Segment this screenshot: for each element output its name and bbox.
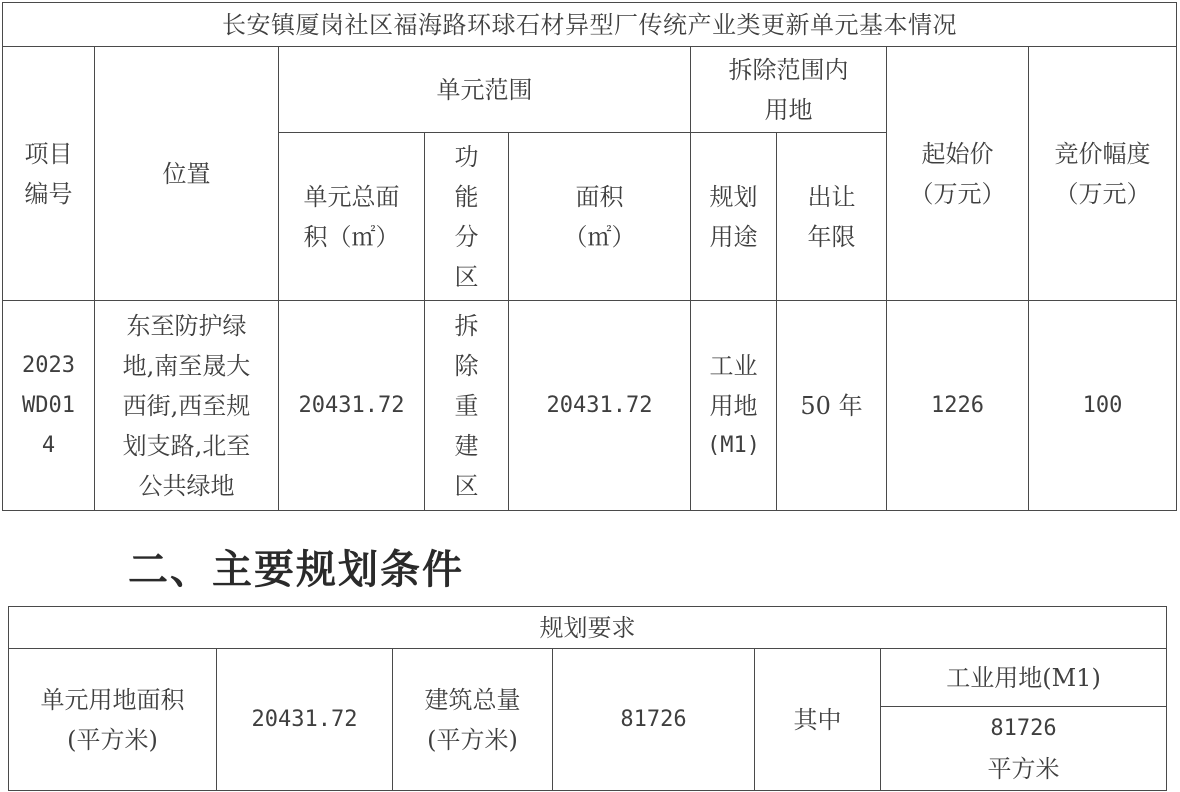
header-demolition-land: 拆除范围内 用地 [691, 47, 887, 133]
cell-lease-term: 50 年 [777, 301, 887, 511]
header-location: 位置 [95, 47, 279, 301]
cell-unit-total-area: 20431.72 [279, 301, 425, 511]
header-bid-increment: 竞价幅度 （万元） [1029, 47, 1177, 301]
unit-land-area-value: 20431.72 [217, 649, 393, 791]
header-unit-scope: 单元范围 [279, 47, 691, 133]
header-area: 面积 （㎡） [509, 133, 691, 301]
section-heading: 二、主要规划条件 [128, 547, 464, 593]
cell-start-price: 1226 [887, 301, 1029, 511]
basic-info-table [2, 2, 1177, 511]
table2-title: 规划要求 [9, 607, 1167, 649]
industrial-land-label: 工业用地(M1) [881, 649, 1167, 707]
cell-planned-use: 工业 用地 (M1) [691, 301, 777, 511]
header-lease-term: 出让 年限 [777, 133, 887, 301]
header-unit-total-area: 单元总面 积（㎡） [279, 133, 425, 301]
planning-requirements-table [8, 606, 1167, 791]
cell-function-zone: 拆 除 重 建 区 [425, 301, 509, 511]
of-which-label: 其中 [755, 649, 881, 791]
cell-project-no: 2023 WD01 4 [3, 301, 95, 511]
header-project-no: 项目 编号 [3, 47, 95, 301]
header-function-zone: 功 能 分 区 [425, 133, 509, 301]
total-building-label: 建筑总量 (平方米) [393, 649, 553, 791]
header-planned-use: 规划 用途 [691, 133, 777, 301]
cell-bid-increment: 100 [1029, 301, 1177, 511]
total-building-value: 81726 [553, 649, 755, 791]
cell-location: 东至防护绿 地,南至晟大 西街,西至规 划支路,北至 公共绿地 [95, 301, 279, 511]
table1-title: 长安镇厦岗社区福海路环球石材异型厂传统产业类更新单元基本情况 [3, 3, 1177, 47]
header-start-price: 起始价 （万元） [887, 47, 1029, 301]
unit-land-area-label: 单元用地面积 (平方米) [9, 649, 217, 791]
industrial-land-value: 81726 平方米 [881, 707, 1167, 791]
cell-area: 20431.72 [509, 301, 691, 511]
